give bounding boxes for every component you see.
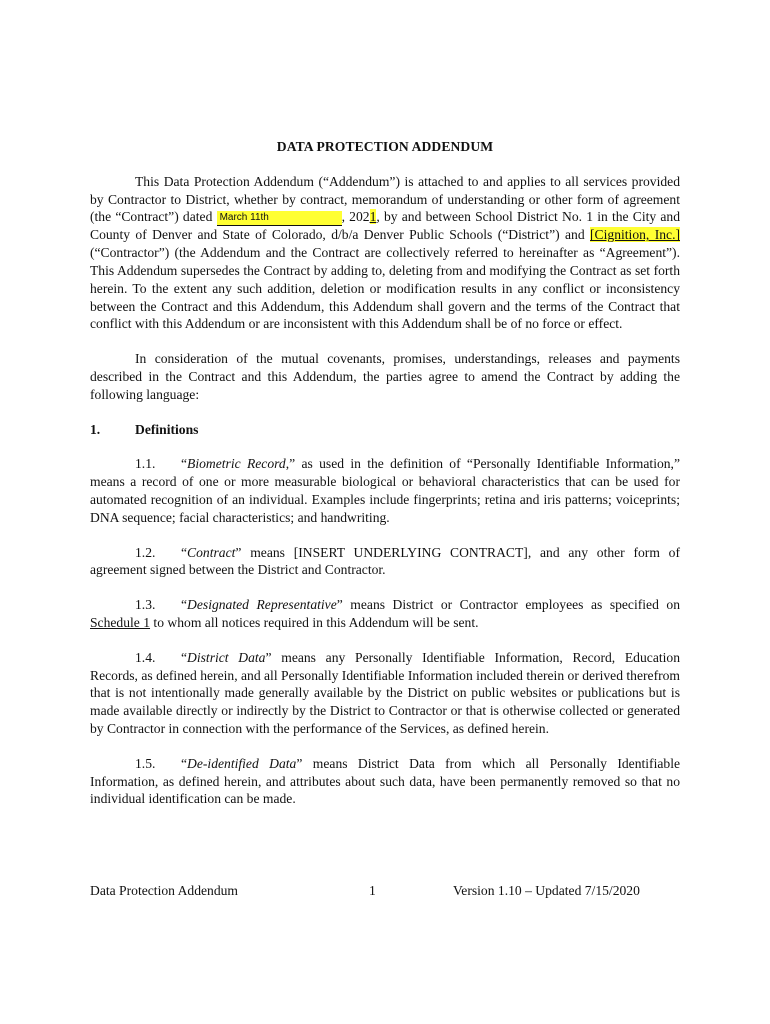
section-heading	[90, 421, 680, 439]
section-number: 1.	[90, 421, 101, 437]
definition-1-1: 1.1. “Biometric Record,” as used in the definition of “Personally Identifiable Information,” means a record of one or more measurable biological or behavioral characteristics that can be used for automated recognition of an individual. Examples include fingerprints; retina and iris patterns; voiceprints; DNA sequence; facial characteristics; and handwriting.	[90, 456, 680, 525]
consideration-paragraph: In consideration of the mutual covenants, promises, understandings, releases and payments described in the Contract and this Addendum, the parties agree to amend the Contract by adding the following language:	[90, 351, 680, 402]
definition-term: Designated Representative	[187, 597, 337, 613]
document-title: DATA PROTECTION ADDENDUM	[276, 139, 494, 154]
definition-term: De-identified Data	[187, 755, 297, 771]
definition-number: 1.2.	[135, 544, 156, 560]
definition-text: means [INSERT UNDERLYING CONTRACT], and any other form of agreement signed between the District and Contractor.	[90, 544, 680, 578]
definition-number: 1.4.	[135, 649, 156, 665]
definition-text: means District Data from which all Personally Identifiable Information, as defined herein, and attributes about such data, have been permanently removed so that no individual identification can be made.	[90, 755, 681, 807]
schedule-1-link[interactable]: Schedule 1	[90, 614, 151, 630]
date-input-field[interactable]: March 11th	[217, 211, 342, 226]
intro-text-4: (“Contractor”) (the Addendum and the Contract are collectively referred to hereinafter as “Agreement”). This Addendum supersedes the Contract by adding to, deleting from and modifying the Contract as set forth herein. To the extent any such addition, deletion or modification results in any conflict or inconsistency between the Contract and this Addendum, this Addendum shall govern and the terms of the Contract that conflict with this Addendum or are inconsistent with this Addendum shall be of no force or effect.	[90, 245, 680, 332]
footer-document-name: Data Protection Addendum	[90, 883, 238, 898]
intro-text-3: , by and between School District No. 1 in the City and County of Denver and State of Colorado, d/b/a Denver Public Schools (“District”) and	[90, 209, 681, 243]
definition-1-3: 1.3. “Designated Representative” means District or Contractor employees as specified on Schedule 1 to whom all notices required in this Addendum will be sent.	[90, 597, 680, 630]
footer-page-number: 1	[369, 883, 376, 898]
document-body	[90, 138, 680, 825]
definition-text: as used in the definition of “Personally Identifiable Information,” means a record of one or more measurable biological or behavioral characteristics that can be used for automated recognition of an individual. Examples include fingerprints; retina and iris patterns; voiceprints; DNA sequence; facial characteristics; and handwriting.	[90, 456, 680, 525]
intro-text-1: This Data Protection Addendum (“Addendum”) is attached to and applies to all services provided by Contractor to District, whether by contract, memorandum of understanding or other form of agreement (the “Contract”) dated	[90, 173, 680, 225]
section-title: Definitions	[135, 421, 199, 437]
definition-1-4: 1.4. “District Data” means any Personally Identifiable Information, Record, Education Records, as defined herein, and all Personally Identifiable Information included therein or derived therefrom that is not intentionally made generally available by the District on public websites or publications but is made available directly or indirectly by the District to Contractor or that is otherwise collected or generated by Contractor in connection with the performance of the Services, as defined herein.	[90, 649, 680, 736]
definition-1-5: 1.5. “De-identified Data” means District Data from which all Personally Identifiable Information, as defined herein, and attributes about such data, have been permanently removed so that no individual identification can be made.	[90, 755, 681, 807]
definition-text-end: to whom all notices required in this Addendum will be sent.	[150, 614, 479, 630]
definition-term: Biometric Record	[187, 456, 286, 472]
year-digit-field[interactable]: 1	[369, 209, 377, 225]
definition-text: means District or Contractor employees as specified on	[342, 597, 680, 613]
definition-1-2: 1.2. “Contract” means [INSERT UNDERLYING CONTRACT], and any other form of agreement signed between the District and Contractor.	[90, 544, 680, 578]
footer-version: Version 1.10 – Updated 7/15/2020	[453, 883, 640, 898]
definition-number: 1.3.	[135, 597, 156, 613]
definition-term: Contract	[187, 544, 236, 560]
definition-text: means any Personally Identifiable Information, Record, Education Records, as defined herein, and all Personally Identifiable Information included therein or derived therefrom that is not intentionally made generally available by the District on public websites or publications but is made available directly or indirectly by the District to Contractor or that is otherwise collected or generated by Contractor in connection with the performance of the Services, as defined herein.	[90, 649, 680, 736]
definition-number: 1.5.	[135, 755, 156, 771]
page-footer	[90, 883, 680, 901]
definition-number: 1.1.	[135, 456, 156, 472]
intro-text-2: , 202	[341, 209, 370, 225]
definition-term: District Data	[187, 649, 266, 665]
intro-paragraph	[90, 173, 680, 333]
contractor-name-field[interactable]: [Cignition, Inc.]	[590, 227, 680, 243]
